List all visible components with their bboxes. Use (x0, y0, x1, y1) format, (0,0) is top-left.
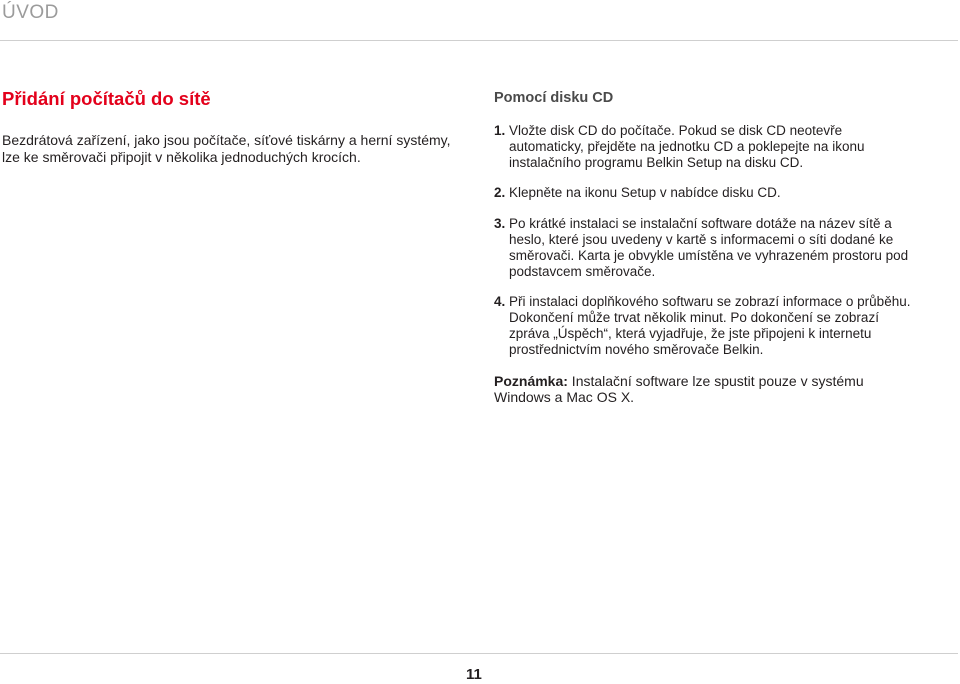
step-item (494, 123, 914, 170)
step-number: 2. (494, 185, 506, 201)
step-number: 3. (494, 216, 506, 232)
page-number: 11 (466, 666, 482, 683)
bottom-divider (0, 653, 958, 654)
top-divider (0, 40, 958, 41)
step-item (494, 294, 914, 357)
right-column (494, 89, 914, 405)
step-text: Klepněte na ikonu Setup v nabídce disku CD. (509, 185, 781, 201)
section-title: Přidání počítačů do sítě (2, 88, 211, 109)
header-title: ÚVOD (2, 2, 59, 23)
step-number: 4. (494, 294, 506, 310)
step-text: Po krátké instalaci se instalační software dotáže na název sítě a heslo, které jsou uvedeny v kartě s informacemi o síti dodané ke směrovači. Karta je obvykle umístěna ve vyhrazeném prostoru pod podstavcem směrovače. (509, 216, 909, 279)
note-text: Instalační software lze spustit pouze v systému Windows a Mac OS X. (494, 372, 864, 405)
cd-method-heading: Pomocí disku CD (494, 90, 614, 106)
steps-list (494, 123, 914, 358)
intro-paragraph: Bezdrátová zařízení, jako jsou počítače, síťové tiskárny a herní systémy, lze ke směrovači připojit v několika jednoduchých krocích. (2, 132, 451, 165)
note (494, 373, 914, 405)
step-item (494, 216, 914, 279)
step-item (494, 185, 914, 201)
step-number: 1. (494, 123, 506, 138)
step-text: Při instalaci doplňkového softwaru se zobrazí informace o průběhu. Dokončení může trvat několik minut. Po dokončení se zobrazí zpráva „Úspěch“, která vyjadřuje, že jste připojeni k internetu prostřednictvím nového směrovače Belkin. (509, 294, 911, 357)
step-text: Vložte disk CD do počítače. Pokud se disk CD neotevře automaticky, přejděte na jednotku CD a poklepejte na ikonu instalačního programu Belkin Setup na disku CD. (509, 123, 865, 170)
left-column (2, 88, 452, 166)
note-label: Poznámka: (494, 372, 568, 389)
